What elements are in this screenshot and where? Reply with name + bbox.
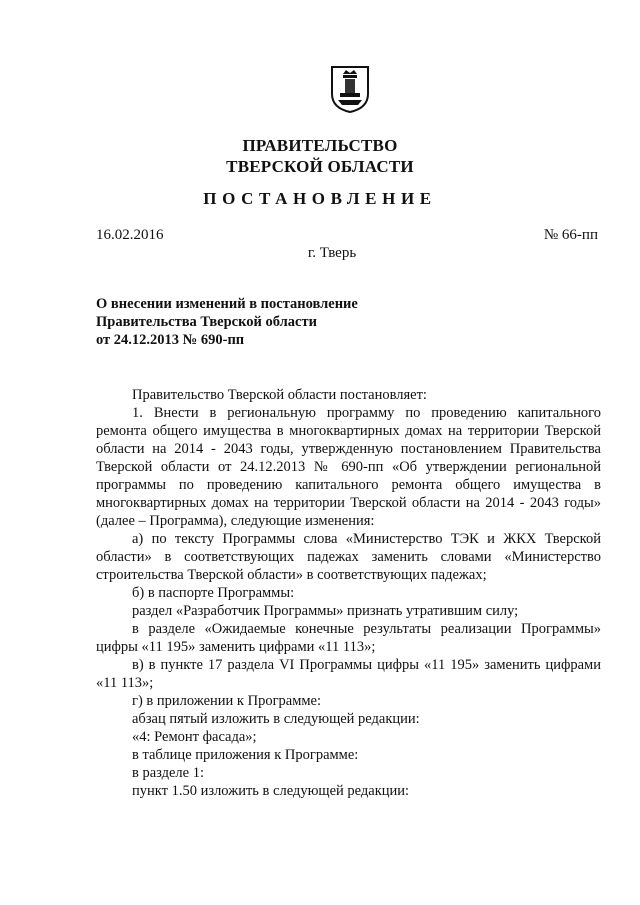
org-line-2: ТВЕРСКОЙ ОБЛАСТИ <box>226 157 414 176</box>
org-line-1: ПРАВИТЕЛЬСТВО <box>242 136 398 155</box>
document-body <box>96 386 601 800</box>
subject-line-2: Правительства Тверской области <box>96 314 317 330</box>
paragraph-b-1: раздел «Разработчик Программы» признать утратившим силу; <box>132 603 519 619</box>
subject-line-1: О внесении изменений в постановление <box>96 296 358 312</box>
paragraph-g-5: пункт 1.50 изложить в следующей редакции: <box>132 783 410 799</box>
paragraph-g: г) в приложении к Программе: <box>132 693 322 709</box>
government-name <box>0 135 640 177</box>
document-number: № 66-пп <box>543 227 598 243</box>
paragraph-b-2: в разделе «Ожидаемые конечные результаты реализации Программы» цифры «11 195» заменить цифрами «11 113»; <box>96 621 601 655</box>
paragraph-v: в) в пункте 17 раздела VI Программы цифры «11 195» заменить цифрами «11 113»; <box>96 657 601 691</box>
document-subject <box>96 295 358 349</box>
document-date: 16.02.2016 <box>96 227 164 243</box>
document-city: г. Тверь <box>307 245 357 261</box>
paragraph-g-3: в таблице приложения к Программе: <box>132 747 359 763</box>
document-type: ПОСТАНОВЛЕНИЕ <box>203 189 437 208</box>
subject-line-3: от 24.12.2013 № 690-пп <box>96 332 245 348</box>
paragraph-a: а) по тексту Программы слова «Министерство ТЭК и ЖКХ Тверской области» в соответствующих падежах заменить словами «Министерство строительства Тверской области» в соответствующих падежах; <box>96 531 601 583</box>
tver-coat-of-arms-icon <box>329 64 371 114</box>
paragraph-g-4: в разделе 1: <box>132 765 205 781</box>
paragraph-g-1: абзац пятый изложить в следующей редакции: <box>132 711 420 727</box>
paragraph-1: 1. Внести в региональную программу по проведению капитального ремонта общего имущества в многоквартирных домах на территории Тверской области на 2014 - 2043 годы, утвержденную постановлением Правительства Тверской области от 24.12.2013 № 690-пп «Об утверждении региональной программы по проведению капитального ремонта общего имущества в многоквартирных домах на территории Тверской области на 2014 - 2043 годы» (далее – Программа), следующие изменения: <box>96 405 601 529</box>
paragraph-b: б) в паспорте Программы: <box>132 585 295 601</box>
intro-paragraph: Правительство Тверской области постановляет: <box>132 387 427 403</box>
paragraph-g-2: «4: Ремонт фасада»; <box>132 729 257 745</box>
